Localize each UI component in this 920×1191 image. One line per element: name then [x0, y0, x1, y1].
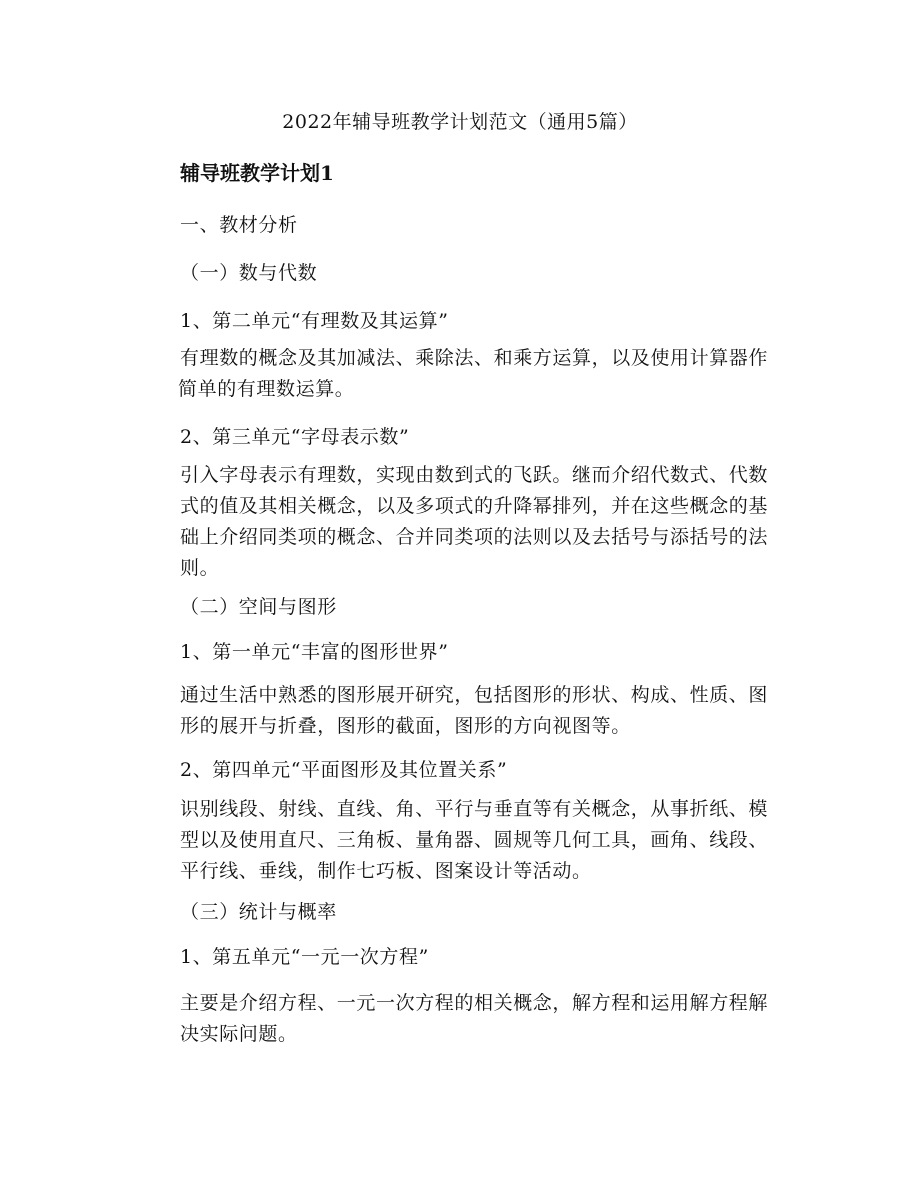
paragraph-text: 通过生活中熟悉的图形展开研究，包括图形的形状、构成、性质、图形的展开与折叠，图形的截面，图形的方向视图等。 — [180, 684, 769, 737]
unit-item: 1、第二单元“有理数及其运算” — [180, 310, 449, 332]
paragraph — [180, 460, 780, 584]
document-title: 2022年辅导班教学计划范文（通用5篇） — [282, 111, 638, 133]
unit-item: 2、第四单元“平面图形及其位置关系” — [180, 759, 508, 781]
subheading-numbers-algebra: （一）数与代数 — [180, 262, 318, 284]
section-heading: 辅导班教学计划1 — [180, 161, 334, 185]
paragraph-text: 主要是介绍方程、一元一次方程的相关概念，解方程和运用解方程解决实际问题。 — [180, 992, 769, 1045]
paragraph-text: 引入字母表示有理数，实现由数到式的飞跃。继而介绍代数式、代数式的值及其相关概念，以及多项式的升降幂排列，并在这些概念的基础上介绍同类项的概念、合并同类项的法则以及去括号与添括号的法则。 — [180, 464, 769, 579]
paragraph — [180, 343, 780, 405]
unit-item: 2、第三单元“字母表示数” — [180, 426, 410, 448]
heading-textbook-analysis: 一、教材分析 — [180, 214, 298, 236]
paragraph-text: 识别线段、射线、直线、角、平行与垂直等有关概念，从事折纸、模型以及使用直尺、三角板、量角器、圆规等几何工具，画角、线段、平行线、垂线，制作七巧板、图案设计等活动。 — [180, 798, 769, 882]
unit-item: 1、第一单元“丰富的图形世界” — [180, 641, 449, 663]
subheading-space-shape: （二）空间与图形 — [180, 596, 337, 618]
subheading-statistics-probability: （三）统计与概率 — [180, 901, 337, 923]
paragraph — [180, 794, 780, 887]
unit-item: 1、第五单元“一元一次方程” — [180, 946, 429, 968]
paragraph — [180, 988, 780, 1050]
paragraph-text: 有理数的概念及其加减法、乘除法、和乘方运算，以及使用计算器作简单的有理数运算。 — [178, 347, 769, 400]
paragraph — [180, 680, 780, 742]
